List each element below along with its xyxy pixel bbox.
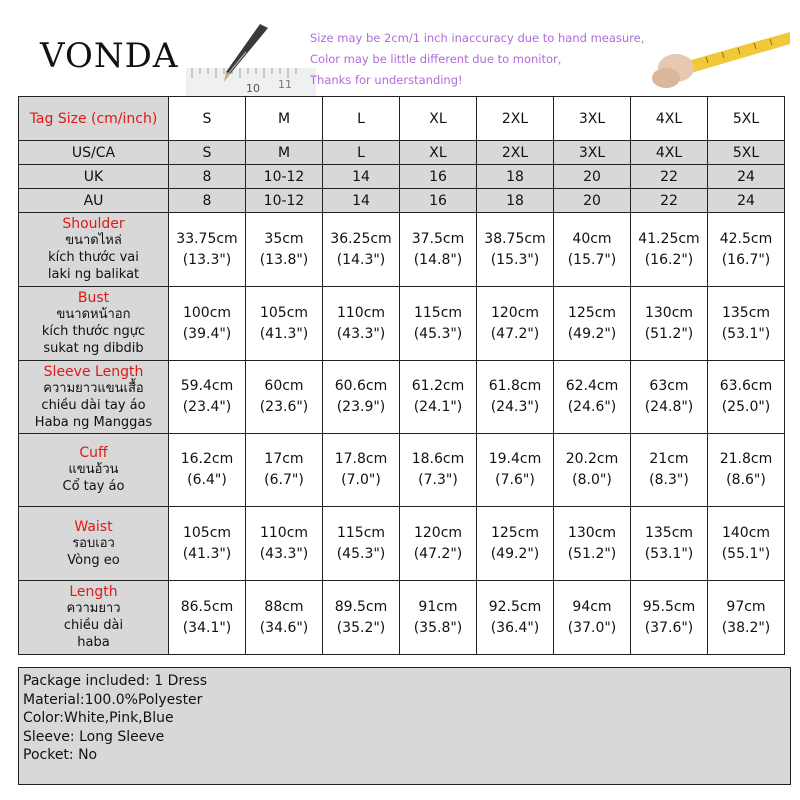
value-cm: 100cm [182,304,232,321]
value-cm: 33.75cm [176,230,238,247]
value-inch: (53.1") [644,545,694,562]
value-cm: 89.5cm [334,598,388,615]
value-cm: 88cm [264,598,304,615]
value-inch: (8.3") [649,472,689,488]
measurement-cell [169,361,246,434]
value-inch: (47.2") [413,545,463,562]
measurement-cell [708,287,785,361]
tag-size-row [19,97,785,141]
measurement-title: Waist [74,518,113,535]
measurement-cell [323,287,400,361]
measurement-subtitle: Vòng eo [67,552,120,568]
conversion-row-au [19,189,785,213]
measurement-cell [554,361,631,434]
measurement-label [19,581,169,655]
measurement-subtitle: chiều dài tay áo [41,397,146,413]
conversion-row-uk [19,165,785,189]
value-cm: 18.6cm [411,451,465,467]
value-inch: (23.4") [182,399,232,415]
size-header: L [323,97,400,141]
value-inch: (24.6") [567,399,617,415]
conversion-cell: 16 [400,189,477,213]
value-cm: 60.6cm [334,378,388,394]
value-cm: 42.5cm [719,230,773,247]
conversion-cell: 3XL [554,141,631,165]
value-inch: (41.3") [182,545,232,562]
value-cm: 105cm [182,524,232,541]
measurement-cell [246,434,323,507]
value-inch: (25.0") [721,399,771,415]
value-inch: (8.0") [572,472,612,488]
conversion-cell: L [323,141,400,165]
sleeve-type: Sleeve: Long Sleeve [23,728,165,745]
package-included: Package included: 1 Dress [23,673,208,689]
value-cm: 63.6cm [719,378,773,394]
value-inch: (45.3") [336,545,386,562]
measurement-row-cuff [19,434,785,507]
measurement-cell [708,507,785,581]
measurement-notice [310,28,650,91]
value-inch: (24.1") [413,399,463,415]
measurement-cell [554,434,631,507]
measurement-label [19,507,169,581]
value-inch: (13.3") [182,251,232,268]
measurement-label [19,361,169,434]
measurement-cell [631,287,708,361]
measurement-cell [323,361,400,434]
conversion-cell: 8 [169,165,246,189]
measurement-row-waist [19,507,785,581]
value-cm: 19.4cm [488,451,542,467]
conversion-cell: 14 [323,165,400,189]
value-inch: (23.6") [259,399,309,415]
measurement-subtitle: แขนอ้วน [68,462,119,477]
measurement-cell [477,581,554,655]
value-inch: (39.4") [182,325,232,342]
measurement-cell [246,361,323,434]
value-cm: 97cm [726,598,766,615]
value-inch: (23.9") [336,399,386,415]
value-cm: 125cm [567,304,617,321]
measurement-row-shoulder [19,213,785,287]
value-cm: 120cm [490,304,540,321]
measurement-subtitle: ขนาดไหล่ [65,233,122,248]
value-cm: 61.2cm [411,378,465,394]
value-cm: 94cm [572,598,612,615]
value-cm: 135cm [721,304,771,321]
measurement-cell [477,507,554,581]
value-inch: (38.2") [721,619,771,636]
value-inch: (8.6") [726,472,766,488]
notice-line: Size may be 2cm/1 inch inaccuracy due to hand measure, [310,31,645,45]
value-cm: 20.2cm [565,451,619,467]
tape-measure-hand-image [650,22,790,92]
value-cm: 41.25cm [638,230,700,247]
measurement-cell [477,287,554,361]
value-inch: (34.1") [182,619,232,636]
value-cm: 17.8cm [334,451,388,467]
conversion-cell: 22 [631,165,708,189]
value-inch: (24.3") [490,399,540,415]
measurement-subtitle: sukat ng dibdib [43,341,144,356]
value-inch: (51.2") [644,325,694,342]
value-inch: (36.4") [490,619,540,636]
value-inch: (15.3") [490,251,540,268]
value-inch: (34.6") [259,619,309,636]
color-options: Color:White,Pink,Blue [23,710,174,726]
measurement-cell [323,434,400,507]
value-cm: 130cm [567,524,617,541]
measurement-cell [708,434,785,507]
value-inch: (16.7") [721,251,771,268]
measurement-cell [169,434,246,507]
measurement-cell [477,434,554,507]
measurement-cell [477,361,554,434]
measurement-cell [323,581,400,655]
value-cm: 38.75cm [484,230,546,247]
measurement-cell [246,581,323,655]
value-inch: (53.1") [721,325,771,342]
measurement-subtitle: ความยาวแขนเสื้อ [43,380,144,396]
conversion-label: AU [19,189,169,213]
value-inch: (43.3") [259,545,309,562]
value-cm: 95.5cm [642,598,696,615]
measurement-title: Sleeve Length [43,363,144,380]
value-cm: 62.4cm [565,378,619,394]
value-cm: 130cm [644,304,694,321]
value-cm: 110cm [336,304,386,321]
conversion-cell: 24 [708,165,785,189]
value-inch: (43.3") [336,325,386,342]
conversion-cell: 16 [400,165,477,189]
conversion-label: US/CA [19,141,169,165]
measurement-cell [631,213,708,287]
measurement-label [19,287,169,361]
measurement-cell [554,287,631,361]
value-cm: 105cm [259,304,309,321]
measurement-row-bust [19,287,785,361]
measurement-cell [477,213,554,287]
measurement-label [19,213,169,287]
value-inch: (14.3") [336,251,386,268]
measurement-subtitle: haba [77,635,110,650]
measurement-cell [246,507,323,581]
measurement-row-length [19,581,785,655]
measurement-cell [169,507,246,581]
conversion-cell: 10-12 [246,189,323,213]
size-header: 3XL [554,97,631,141]
value-cm: 36.25cm [330,230,392,247]
conversion-cell: XL [400,141,477,165]
value-inch: (37.6") [644,619,694,636]
measurement-cell [169,213,246,287]
conversion-cell: 18 [477,165,554,189]
value-inch: (41.3") [259,325,309,342]
conversion-cell: S [169,141,246,165]
value-inch: (49.2") [490,545,540,562]
value-inch: (51.2") [567,545,617,562]
value-inch: (35.8") [413,619,463,636]
value-cm: 92.5cm [488,598,542,615]
value-cm: 120cm [413,524,463,541]
value-cm: 17cm [264,451,304,467]
value-inch: (6.4") [187,472,227,488]
conversion-label: UK [19,165,169,189]
measurement-subtitle: Haba ng Manggas [34,414,153,430]
value-cm: 61.8cm [488,378,542,394]
measurement-title: Cuff [79,445,108,461]
measurement-cell [323,507,400,581]
value-inch: (16.2") [644,251,694,268]
conversion-cell: 5XL [708,141,785,165]
value-inch: (55.1") [721,545,771,562]
value-inch: (13.8") [259,251,309,268]
measurement-cell [631,581,708,655]
value-cm: 140cm [721,524,771,541]
pencil-ruler-image [186,22,316,96]
value-cm: 115cm [413,304,463,321]
measurement-cell [323,213,400,287]
value-inch: (14.8") [413,251,463,268]
size-header: 5XL [708,97,785,141]
value-cm: 110cm [259,524,309,541]
measurement-subtitle: ความยาว [66,601,121,616]
measurement-cell [400,581,477,655]
measurement-cell [400,287,477,361]
value-cm: 37.5cm [411,230,465,247]
measurement-cell [169,287,246,361]
size-header: S [169,97,246,141]
measurement-cell [554,213,631,287]
conversion-cell: 24 [708,189,785,213]
value-cm: 35cm [264,230,304,247]
value-inch: (6.7") [264,472,304,488]
conversion-cell: M [246,141,323,165]
size-header: XL [400,97,477,141]
value-inch: (15.7") [567,251,617,268]
measurement-cell [554,507,631,581]
size-header: M [246,97,323,141]
measurement-subtitle: Cổ tay áo [62,479,125,494]
measurement-subtitle: kích thước ngực [41,324,146,339]
measurement-cell [708,361,785,434]
brand-logo: VONDA [40,36,179,76]
ruler-mark-11: 11 [278,78,292,91]
value-cm: 86.5cm [180,598,234,615]
value-inch: (7.3") [418,472,458,488]
value-cm: 115cm [336,524,386,541]
conversion-cell: 10-12 [246,165,323,189]
value-cm: 21.8cm [719,451,773,467]
size-header: 4XL [631,97,708,141]
value-inch: (24.8") [644,399,694,415]
value-inch: (49.2") [567,325,617,342]
value-cm: 59.4cm [180,378,234,394]
value-inch: (47.2") [490,325,540,342]
header-banner [18,18,792,96]
measurement-cell [708,213,785,287]
measurement-label [19,434,169,507]
material: Material:100.0%Polyester [23,691,203,708]
measurement-title: Length [69,584,118,600]
value-cm: 135cm [644,524,694,541]
conversion-cell: 20 [554,189,631,213]
measurement-cell [400,213,477,287]
value-cm: 40cm [572,230,612,247]
value-cm: 125cm [490,524,540,541]
value-cm: 16.2cm [180,451,234,467]
measurement-cell [631,361,708,434]
measurement-subtitle: รอบเอว [72,535,115,551]
value-cm: 21cm [649,451,689,467]
measurement-subtitle: chiều dài [63,618,124,633]
measurement-cell [631,507,708,581]
measurement-cell [708,581,785,655]
conversion-cell: 8 [169,189,246,213]
tag-size-label: Tag Size (cm/inch) [19,97,169,141]
measurement-cell [169,581,246,655]
pocket-info: Pocket: No [23,747,98,763]
measurement-cell [246,287,323,361]
value-cm: 91cm [418,598,458,615]
measurement-cell [400,361,477,434]
measurement-cell [246,213,323,287]
conversion-cell: 2XL [477,141,554,165]
size-chart-table [18,96,785,655]
measurement-cell [554,581,631,655]
conversion-cell: 4XL [631,141,708,165]
value-cm: 60cm [264,378,304,394]
measurement-subtitle: laki ng balikat [47,267,140,282]
conversion-cell: 22 [631,189,708,213]
value-inch: (7.6") [495,472,535,488]
product-details [18,667,791,785]
value-inch: (37.0") [567,619,617,636]
measurement-cell [400,434,477,507]
notice-line: Thanks for understanding! [310,73,463,87]
value-cm: 63cm [649,378,689,394]
measurement-subtitle: ขนาดหน้าอก [56,307,131,322]
conversion-cell: 18 [477,189,554,213]
measurement-title: Shoulder [62,216,125,232]
value-inch: (45.3") [413,325,463,342]
notice-line: Color may be little different due to monitor, [310,52,562,66]
measurement-cell [400,507,477,581]
measurement-title: Bust [77,290,110,306]
value-inch: (35.2") [336,619,386,636]
conversion-row-us-ca [19,141,785,165]
size-header: 2XL [477,97,554,141]
measurement-subtitle: kích thước vai [48,250,139,265]
conversion-cell: 20 [554,165,631,189]
measurement-row-sleeve-length [19,361,785,434]
ruler-mark-10: 10 [246,82,260,95]
measurement-cell [631,434,708,507]
value-inch: (7.0") [341,472,381,488]
conversion-cell: 14 [323,189,400,213]
